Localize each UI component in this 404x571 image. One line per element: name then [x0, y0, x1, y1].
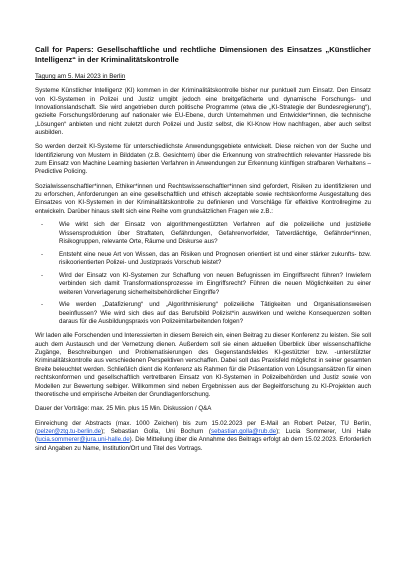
question-text: Entsteht eine neue Art von Wissen, das an Risiken und Prognosen orientiert ist und einer stärker zukunfts- bzw. risikoorientierten Polizei- und Justizpraxis Vorschub leistet?: [59, 250, 371, 267]
document-page: [35, 45, 371, 453]
submission-text: ); Sebastian Golla, Uni Bochum (: [101, 427, 211, 435]
email-link-pelzer[interactable]: pelzer@ztg.tu-berlin.de: [37, 427, 102, 435]
paragraph-applications: So werden derzeit KI-Systeme für unterschiedlichste Anwendungsgebiete entwickelt. Diese reichen von der Suche und Identifizierung von Mustern in Bilddaten (z.B. Gesichtern) über die Erkennung von strafrechtlich relevanter Hassrede bis zum Einsatz von Machine Learning basierten Verfahren in Anwendungen zur Erkennung künftigen strafbaren Verhaltens – Predictive Policing.: [35, 143, 371, 176]
event-date: Tagung am 5. Mai 2023 in Berlin: [35, 73, 126, 80]
submission-text: ). Die Mitteilung über die Annahme des Beitrags erfolgt ab dem 15.02.2023. Erforderlich sind Angaben zu Name, Institution/Ort und Titel des Vortrags.: [35, 436, 371, 452]
list-item: - Wie werden „Datafizierung“ und „Algorithmisierung“ polizeiliche Tätigkeiten und Organisationsweisen beeinflussen? Wie wird sich dies auf das Berufsbild Polizist*in auswirken und welche Konsequenzen sollten daraus für die Ausbildungspraxis von Polizeimitarbeitenden folgen?: [41, 301, 371, 326]
email-link-sommerer[interactable]: lucia.sommerer@jura.uni-halle.de: [37, 436, 130, 444]
talk-duration: Dauer der Vorträge: max. 25 Min. plus 15 Min. Diskussion / Q&A: [35, 405, 212, 413]
question-text: Wird der Einsatz von KI-Systemen zur Schaffung von neuen Befugnissen im Eingriffsrecht führen? Inwiefern verbinden sich damit Transformationsprozesse im Eingriffsrecht? Führen die neuen Möglichkeiten zu einer weiteren Vorverlagerung sicherheitsbehördlicher Eingriffe?: [59, 271, 371, 296]
intro-paragraph: Systeme Künstlicher Intelligenz (KI) kommen in der Kriminalitätskontrolle bisher nur punktuell zum Einsatz. Den Einsatz von KI-Systemen in Polizei und Justiz umgibt jedoch eine breitgefächerte und dynamische Forschungs- und Innovationslandschaft. Sie wird angetrieben durch politische Programme (etwa die „KI-Strategie der Bundesregierung“), gezielte Forschungsförderung auf nationaler wie EU-Ebene, durch Unternehmen und Entwickler*innen, die technische „Lösungen“ anbieten und nicht zuletzt durch Polizei und Justiz selbst, die KI-Know How nachfragen, aber auch selbst ausbilden.: [35, 87, 371, 137]
list-item: - Wird der Einsatz von KI-Systemen zur Schaffung von neuen Befugnissen im Eingriffsrecht führen? Inwiefern verbinden sich damit Transformationsprozesse im Eingriffsrecht? Führen die neuen Möglichkeiten zu einer weiteren Vorverlagerung sicherheitsbehördlicher Eingriffe?: [41, 271, 371, 296]
list-item: - Entsteht eine neue Art von Wissen, das an Risiken und Prognosen orientiert ist und einer stärker zukunfts- bzw. risikoorientierten Polizei- und Justizpraxis Vorschub leistet?: [41, 250, 371, 267]
document-title: Call for Papers: Gesellschaftliche und rechtliche Dimensionen des Einsatzes „Künstlicher Intelligenz“ in der Kriminalitätskontrolle: [35, 45, 371, 64]
question-text: Wie wirkt sich der Einsatz von algorithmengestützten Verfahren auf die polizeiliche und justizielle Wissensproduktion über Straftaten, Gefährdungen, Gefahrenvorfelder, Tatverdächtige, Gefährder*innen, Risikogruppen, relevante Orte, Räume und Diskurse aus?: [59, 221, 371, 245]
list-item: - Wie wirkt sich der Einsatz von algorithmengestützten Verfahren auf die polizeiliche und justizielle Wissensproduktion über Straftaten, Gefährdungen, Gefahrenvorfelder, Tatverdächtige, Gefährder*innen, Risikogruppen, relevante Orte, Räume und Diskurse aus?: [41, 221, 371, 245]
submission-text: Einreichung der Abstracts (max. 1000 Zeichen) bis zum 15.02.2023 per E-Mail an Robert Pelzer, TU Berlin, (: [35, 419, 371, 435]
questions-list: [35, 221, 371, 326]
question-text: Wie werden „Datafizierung“ und „Algorithmisierung“ polizeiliche Tätigkeiten und Organisationsweisen beeinflussen? Wie wird sich dies auf das Berufsbild Polizist*in auswirken und welche Konsequenzen sollten daraus für die Ausbildungspraxis von Polizeimitarbeitenden folgen?: [59, 301, 371, 326]
paragraph-challenges: Sozialwissenschaftler*innen, Ethiker*innen und Rechtswissenschaftler*innen sind gefordert, Risiken zu identifizieren und zu erforschen, Anforderungen an eine gesellschaftlich und ethisch akzeptable sowie rechtskonforme Ausgestaltung des Einsatzes von KI-Systemen in der Kriminalitätskontrolle zu definieren und Vorschläge für effektive Kontrollregime zu entwickeln. Darüber hinaus stellt sich eine Reihe vom grundsätzlichen Fragen wie z.B.:: [35, 182, 371, 215]
submission-paragraph: [35, 420, 371, 453]
paragraph-invitation: Wir laden alle Forschenden und Interessierten in diesem Bereich ein, einen Beitrag zu dieser Konferenz zu leisten. Sie soll auch dem Austausch und der Vernetzung dienen. Außerdem soll sie einen aktuellen Überblick über wissenschaftliche Zugänge, Beschreibungen und Problematisierungen des Gegenstandsfeldes KI-gestützter bzw. -unterstützter Kriminalitätskontrolle aus verschiedenen Perspektiven verschaffen. Dabei soll das Praxisfeld möglichst in seiner gesamten Breite beleuchtet werden. Schließlich dient die Konferenz als Rahmen für die Präsentation von Lösungsansätzen für einen rechtskonformen und gesellschaftlich vertretbaren Einsatz von KI-Systemen in Polizeibehörden und Justiz sowie von Modellen zur Bewertung selbiger. Willkommen sind neben Ergebnissen aus der Begleitforschung zu KI-Projekten auch theoretische und empirische Arbeiten der Grundlagenforschung.: [35, 332, 371, 398]
email-link-golla[interactable]: sebastian.golla@rub.de: [210, 427, 277, 435]
submission-text: ); Lucia Sommerer, Uni Halle (: [35, 427, 371, 444]
